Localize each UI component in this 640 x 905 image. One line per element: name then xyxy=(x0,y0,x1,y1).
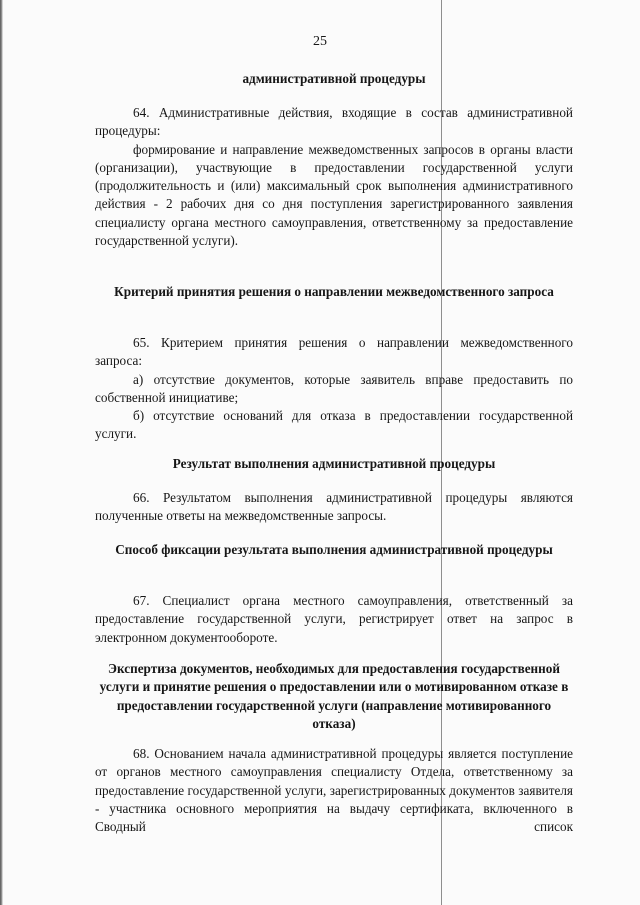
paragraph-65-item-b: б) отсутствие оснований для отказа в предоставлении государственной услуги. xyxy=(95,408,573,442)
page-number: 25 xyxy=(313,34,327,49)
heading-procedure: административной процедуры xyxy=(242,71,426,86)
heading-criterion: Критерий принятия решения о направлении межведомственного запроса xyxy=(114,284,554,299)
paragraph-67 xyxy=(95,592,573,647)
paragraph-68-text: 68. Основанием начала административной процедуры является поступление от органов местного самоуправления специалисту Отдела, ответственному за предоставление государственной услуги, зарегистрированных документов заявителя - участника основного мероприятия на выдачу сертификата, включенного в Сводный список xyxy=(95,746,573,835)
paragraph-67-text: 67. Специалист органа местного самоуправления, ответственный за предоставление государственной услуги, регистрирует ответ на запрос в электронном документообороте. xyxy=(95,593,573,645)
paragraph-64 xyxy=(95,104,573,250)
heading-result: Результат выполнения административной процедуры xyxy=(172,456,496,471)
heading-fixation: Способ фиксации результата выполнения административной процедуры xyxy=(115,542,553,557)
scan-edge xyxy=(0,0,3,905)
paragraph-64-intro: 64. Административные действия, входящие в состав административной процедуры: xyxy=(95,105,573,139)
paragraph-64-body: формирование и направление межведомственных запросов в органы власти (организации), участвующие в предоставлении государственной услуги (продолжительность и (или) максимальный срок выполнения административного действия - 2 рабочих дня со дня поступления зарегистрированного заявления специалисту органа местного самоуправления, ответственному за предоставление государственной услуги). xyxy=(95,141,573,249)
heading-expertise: Экспертиза документов, необходимых для предоставления государственной услуги и принятие решения о предоставлении или о мотивированном отказе в предоставлении государственной услуги (направление мотивированного отказа) xyxy=(99,661,569,731)
paragraph-65-item-a: а) отсутствие документов, которые заявитель вправе предоставить по собственной инициативе; xyxy=(95,371,573,405)
paragraph-66 xyxy=(95,489,573,526)
paragraph-65-intro: 65. Критерием принятия решения о направлении межведомственного запроса: xyxy=(95,335,573,369)
paragraph-65 xyxy=(95,334,573,444)
paragraph-66-text: 66. Результатом выполнения административной процедуры являются полученные ответы на межведомственные запросы. xyxy=(95,490,573,524)
paragraph-68 xyxy=(95,745,573,836)
